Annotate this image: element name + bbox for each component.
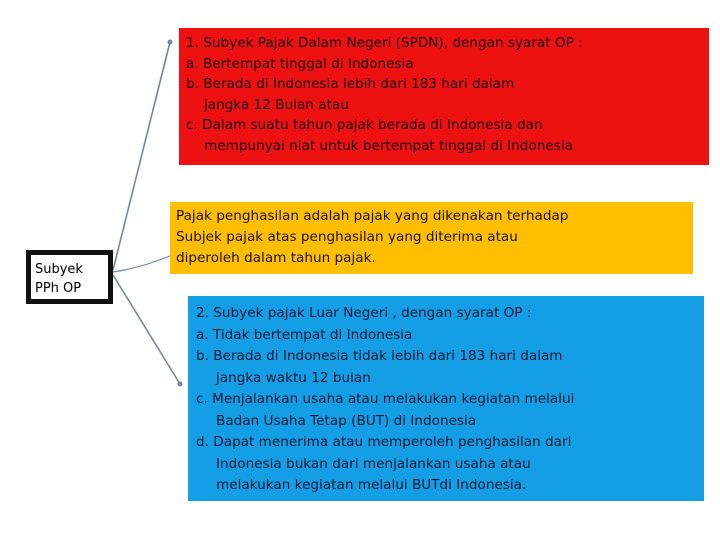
spdn-item-a: a. Bertempat tinggal di Indonesia [186, 55, 414, 72]
spdn-item-b: b. Berada di Indonesia lebih dari 183 hari dalam [186, 76, 515, 92]
subject-pph-op-box [26, 250, 113, 304]
slm-item-c: c. Menjalankan usaha atau melakukan kegiatan melalui [196, 391, 575, 407]
slm-item-d-cont-1: Indonesia bukan dari menjalankan usaha atau [216, 455, 531, 472]
connector-to-red-box [113, 42, 170, 270]
spdn-item-b-cont: jangka 12 Bulan atau [204, 96, 349, 113]
definition-box [170, 202, 693, 274]
connector-end-red [168, 40, 173, 45]
definition-line-2: Subjek pajak atas penghasilan yang diterima atau [176, 229, 518, 245]
connector-to-blue-box [113, 275, 180, 384]
spdn-requirements-box [179, 28, 709, 165]
definition-line-1: Pajak penghasilan adalah pajak yang dikenakan terhadap [176, 208, 569, 224]
slm-item-d-cont-2: melakukan kegiatan melalui BUTdi Indonesia. [216, 477, 527, 493]
subject-line-2: PPh OP [35, 281, 82, 296]
connector-end-blue [178, 382, 183, 387]
slm-item-d: d. Dapat menerima atau memperoleh penghasilan dari [196, 434, 572, 450]
spdn-item-c: c. Dalam suatu tahun pajak berada di Indonesia dan [186, 117, 543, 133]
slm-item-a: a. Tidak bertempat di Indonesia [196, 326, 413, 343]
spdn-item-c-cont: mempunyai niat untuk bertempat tinggal di Indonesia [204, 137, 573, 154]
connector-to-orange-box [113, 256, 170, 272]
slm-item-c-cont: Badan Usaha Tetap (BUT) di Indonesia [216, 412, 477, 429]
spdn-heading: 1. Subyek Pajak Dalam Negeri (SPDN), dengan syarat OP : [186, 35, 583, 51]
slm-item-b-cont: jangka waktu 12 bulan [216, 369, 371, 386]
slm-heading: 2. Subyek pajak Luar Negeri , dengan syarat OP : [196, 305, 532, 321]
definition-line-3: diperoleh dalam tahun pajak. [176, 250, 376, 266]
slm-requirements-box [188, 296, 704, 501]
slm-item-b: b. Berada di Indonesia tidak lebih dari 183 hari dalam [196, 348, 563, 364]
subject-line-1: Subyek [35, 262, 83, 277]
